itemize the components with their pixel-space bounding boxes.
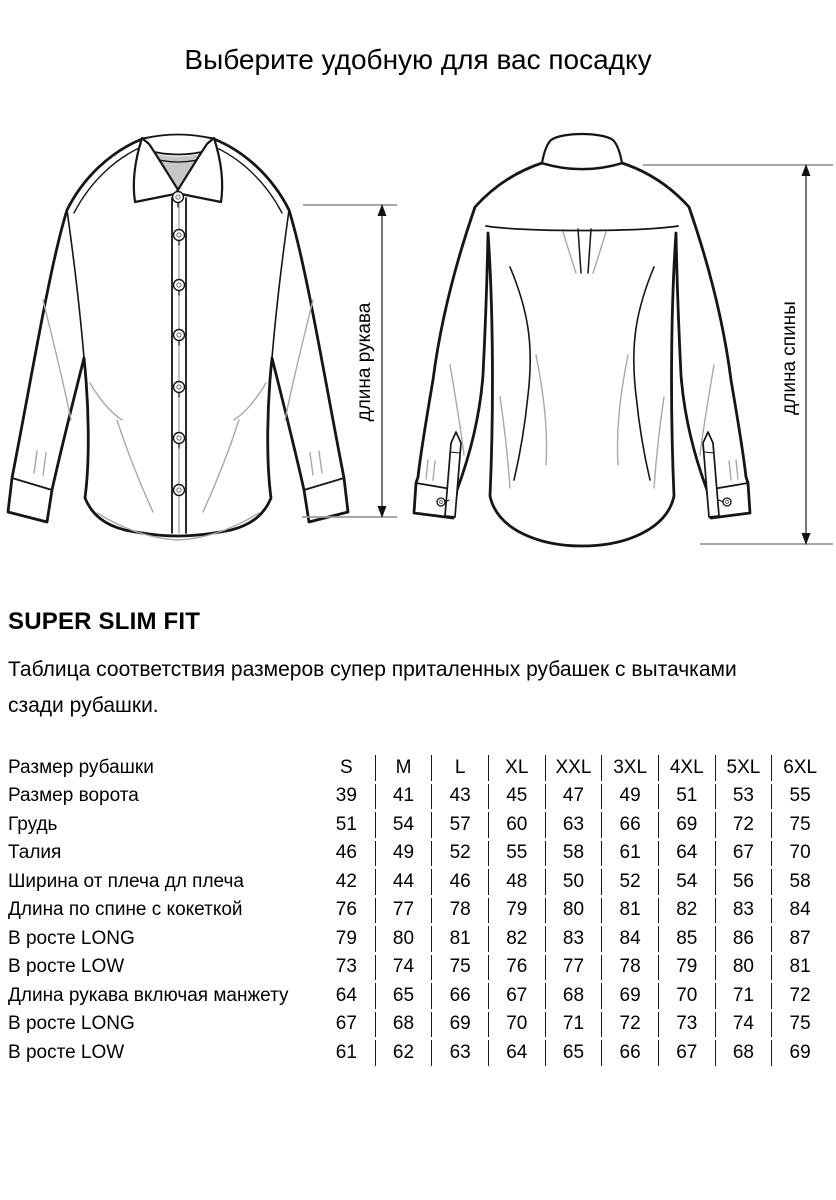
row-label: В росте LONG	[8, 927, 135, 949]
value-cell: 50	[545, 869, 602, 895]
value-cell: 85	[658, 926, 715, 952]
page-title: Выберите удобную для вас посадку	[184, 44, 652, 75]
value-cell: 75	[771, 812, 828, 838]
size-name-cell: 5XL	[715, 755, 772, 781]
value-cell: 80	[545, 898, 602, 924]
value-cell: 72	[601, 1012, 658, 1038]
value-cell: 58	[545, 841, 602, 867]
value-cell: 70	[771, 841, 828, 867]
value-cell: 68	[545, 983, 602, 1009]
row-label: Размер рубашки	[8, 756, 154, 778]
value-cell: 66	[431, 983, 488, 1009]
value-cell: 74	[375, 955, 432, 981]
size-name-cell: 3XL	[601, 755, 658, 781]
size-name-cell: 6XL	[771, 755, 828, 781]
value-cell: 57	[431, 812, 488, 838]
value-cell: 83	[715, 898, 772, 924]
row-label: Ширина от плеча дл плеча	[8, 870, 244, 892]
value-cell: 67	[715, 841, 772, 867]
size-table	[8, 752, 828, 1069]
value-cell: 64	[335, 984, 357, 1006]
value-cell: 62	[375, 1040, 432, 1066]
value-cell: 51	[335, 813, 357, 835]
value-cell: 52	[431, 841, 488, 867]
value-cell: 47	[545, 784, 602, 810]
value-cell: 61	[335, 1041, 357, 1063]
value-cell: 74	[715, 1012, 772, 1038]
value-cell: 52	[601, 869, 658, 895]
value-cell: 81	[431, 926, 488, 952]
row-label: В росте LOW	[8, 956, 125, 978]
value-cell: 81	[771, 955, 828, 981]
table-row	[8, 1040, 828, 1066]
value-cell: 78	[601, 955, 658, 981]
table-row	[8, 955, 828, 981]
value-cell: 82	[488, 926, 545, 952]
value-cell: 79	[658, 955, 715, 981]
value-cell: 69	[431, 1012, 488, 1038]
row-label: Грудь	[8, 813, 58, 835]
value-cell: 70	[488, 1012, 545, 1038]
value-cell: 54	[375, 812, 432, 838]
value-cell: 69	[601, 983, 658, 1009]
value-cell: 54	[658, 869, 715, 895]
value-cell: 87	[771, 926, 828, 952]
value-cell: 67	[658, 1040, 715, 1066]
value-cell: 73	[658, 1012, 715, 1038]
back-shirt-drawing	[414, 134, 750, 546]
value-cell: 83	[545, 926, 602, 952]
value-cell: 72	[771, 983, 828, 1009]
value-cell: 68	[375, 1012, 432, 1038]
value-cell: 61	[601, 841, 658, 867]
size-name-cell: M	[375, 755, 432, 781]
size-header-row	[8, 755, 828, 781]
value-cell: 76	[488, 955, 545, 981]
size-name-cell: S	[339, 756, 353, 778]
value-cell: 56	[715, 869, 772, 895]
section-description	[8, 652, 820, 724]
value-cell: 67	[335, 1013, 357, 1035]
value-cell: 71	[545, 1012, 602, 1038]
value-cell: 39	[335, 785, 357, 807]
row-label: В росте LOW	[8, 1041, 125, 1063]
back-length-label: длина спины	[779, 301, 800, 415]
table-row	[8, 983, 828, 1009]
value-cell: 77	[375, 898, 432, 924]
value-cell: 66	[601, 1040, 658, 1066]
front-shirt-drawing	[8, 135, 348, 541]
value-cell: 77	[545, 955, 602, 981]
value-cell: 65	[375, 983, 432, 1009]
value-cell: 78	[431, 898, 488, 924]
value-cell: 66	[601, 812, 658, 838]
row-label: Длина по спине с кокеткой	[8, 899, 243, 921]
table-row	[8, 841, 828, 867]
table-row	[8, 898, 828, 924]
table-row	[8, 784, 828, 810]
value-cell: 53	[715, 784, 772, 810]
size-name-cell: 4XL	[658, 755, 715, 781]
value-cell: 72	[715, 812, 772, 838]
value-cell: 80	[375, 926, 432, 952]
value-cell: 73	[335, 956, 357, 978]
value-cell: 48	[488, 869, 545, 895]
table-row	[8, 926, 828, 952]
value-cell: 69	[658, 812, 715, 838]
value-cell: 63	[545, 812, 602, 838]
size-table-body	[8, 755, 828, 1066]
description-line: сзади рубашки.	[8, 694, 159, 717]
table-row	[8, 869, 828, 895]
value-cell: 43	[431, 784, 488, 810]
value-cell: 46	[335, 842, 357, 864]
row-label: В росте LONG	[8, 1013, 135, 1035]
value-cell: 84	[771, 898, 828, 924]
value-cell: 58	[771, 869, 828, 895]
value-cell: 55	[771, 784, 828, 810]
section-heading: SUPER SLIM FIT	[8, 608, 201, 635]
value-cell: 67	[488, 983, 545, 1009]
size-name-cell: L	[431, 755, 488, 781]
value-cell: 60	[488, 812, 545, 838]
value-cell: 80	[715, 955, 772, 981]
value-cell: 49	[601, 784, 658, 810]
row-label: Талия	[8, 842, 62, 864]
value-cell: 44	[375, 869, 432, 895]
value-cell: 81	[601, 898, 658, 924]
value-cell: 70	[658, 983, 715, 1009]
value-cell: 75	[771, 1012, 828, 1038]
value-cell: 82	[658, 898, 715, 924]
value-cell: 68	[715, 1040, 772, 1066]
value-cell: 45	[488, 784, 545, 810]
table-row	[8, 1012, 828, 1038]
value-cell: 71	[715, 983, 772, 1009]
value-cell: 49	[375, 841, 432, 867]
value-cell: 69	[771, 1040, 828, 1066]
value-cell: 64	[658, 841, 715, 867]
value-cell: 86	[715, 926, 772, 952]
value-cell: 65	[545, 1040, 602, 1066]
value-cell: 79	[335, 927, 357, 949]
value-cell: 51	[658, 784, 715, 810]
value-cell: 76	[335, 899, 357, 921]
value-cell: 46	[431, 869, 488, 895]
value-cell: 79	[488, 898, 545, 924]
sleeve-length-label: длина рукава	[354, 302, 375, 422]
row-label: Длина рукава включая манжету	[8, 984, 289, 1006]
value-cell: 42	[335, 870, 357, 892]
table-row	[8, 812, 828, 838]
description-line: Таблица соответствия размеров супер приталенных рубашек с вытачками	[8, 658, 737, 681]
value-cell: 55	[488, 841, 545, 867]
value-cell: 84	[601, 926, 658, 952]
value-cell: 63	[431, 1040, 488, 1066]
value-cell: 64	[488, 1040, 545, 1066]
size-table-section	[8, 752, 828, 1069]
row-label: Размер ворота	[8, 785, 139, 807]
size-name-cell: XXL	[545, 755, 602, 781]
value-cell: 75	[431, 955, 488, 981]
value-cell: 41	[375, 784, 432, 810]
shirt-fit-figure	[0, 115, 836, 580]
size-name-cell: XL	[488, 755, 545, 781]
